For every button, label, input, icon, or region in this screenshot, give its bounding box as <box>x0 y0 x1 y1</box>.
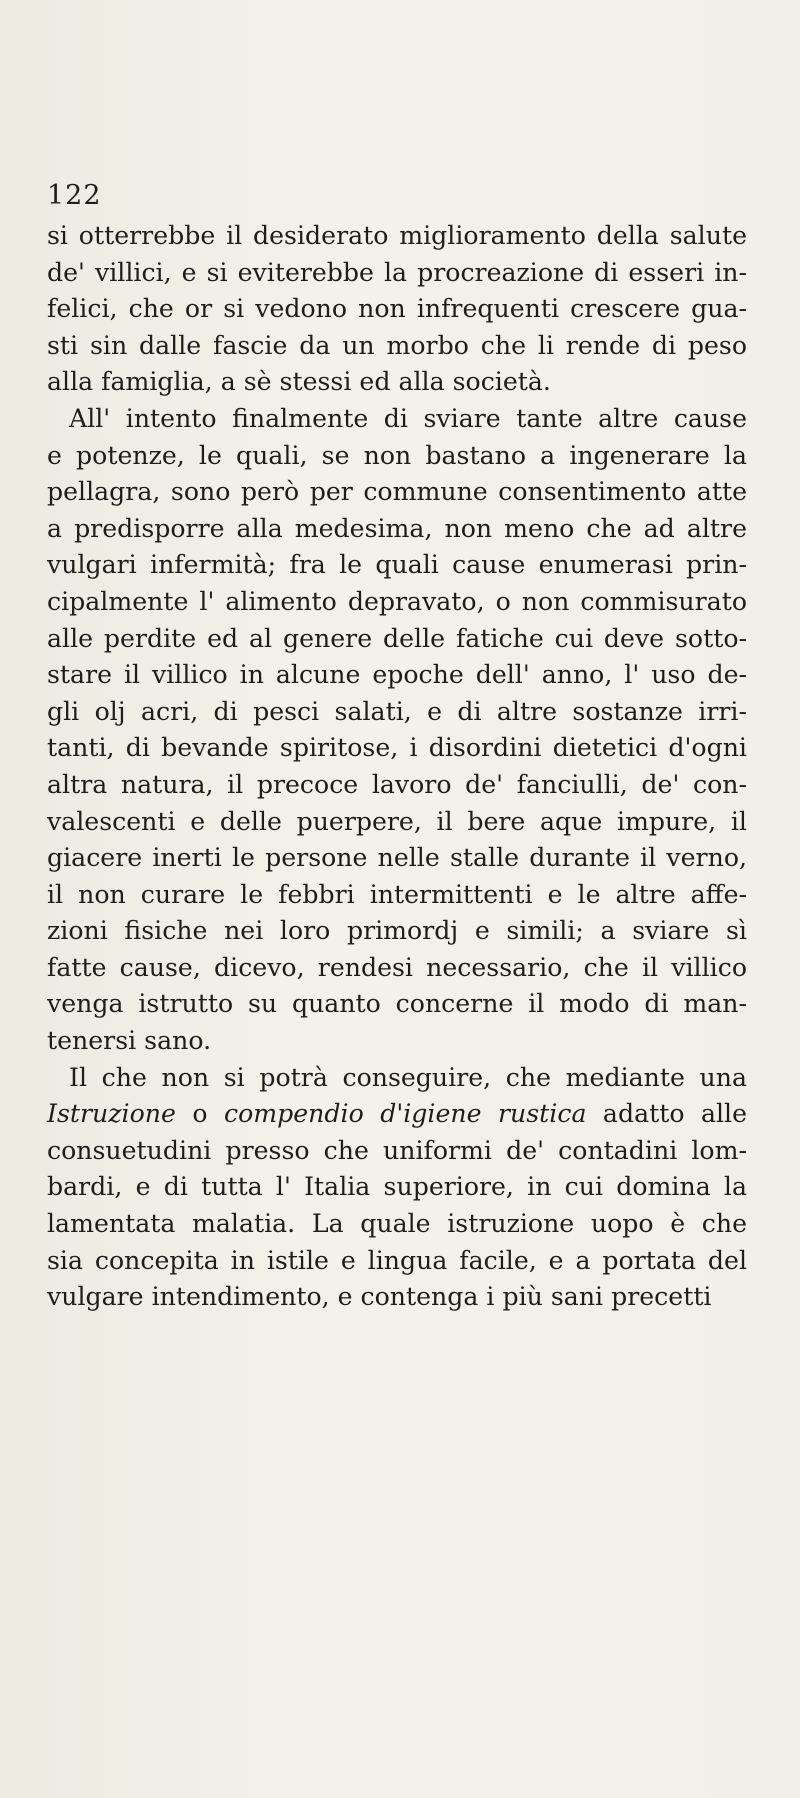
text-line: vulgari infermità; fra le quali cause enumerasi prin- <box>47 550 747 580</box>
line-remainder: adatto alle <box>586 1099 747 1129</box>
text-line: tenersi sano. <box>47 1026 212 1056</box>
text-line: bardi, e di tutta l' Italia superiore, in cui domina la <box>47 1172 747 1202</box>
text-line: e potenze, le quali, se non bastano a ingenerare la <box>47 440 747 470</box>
text-line: vulgare intendimento, e contenga i più sani precetti <box>47 1282 712 1312</box>
paragraph-start-line: Il che non si potrà conseguire, che mediante una <box>69 1062 747 1092</box>
page-number: 122 <box>47 180 102 211</box>
text-line: valescenti e delle puerpere, il bere aque impure, il <box>47 806 747 836</box>
text-line: felici, che or si vedono non infrequenti crescere gua- <box>47 294 747 324</box>
text-line: venga istrutto su quanto concerne il modo di man- <box>47 989 747 1019</box>
italic-title: Istruzione <box>47 1099 176 1129</box>
text-line: altra natura, il precoce lavoro de' fanciulli, de' con- <box>47 769 747 799</box>
text-line: consuetudini presso che uniformi de' contadini lom- <box>47 1135 747 1165</box>
text-line: cipalmente l' alimento depravato, o non commisurato <box>47 586 747 616</box>
text-line: a predisporre alla medesima, non meno che ad altre <box>47 513 747 543</box>
text-line: fatte cause, dicevo, rendesi necessario, che il villico <box>47 952 747 982</box>
title-connector: o <box>175 1099 224 1129</box>
paragraph-start-line: All' intento finalmente di sviare tante altre cause <box>69 403 747 433</box>
text-line: sti sin dalle fascie da un morbo che li rende di peso <box>47 330 747 360</box>
text-line: pellagra, sono però per commune consentimento atte <box>47 477 747 507</box>
italic-subtitle: compendio d'igiene rustica <box>223 1099 587 1129</box>
text-line: sia concepita in istile e lingua facile, e a portata del <box>47 1245 747 1275</box>
body-text <box>47 218 747 1316</box>
text-line: si otterrebbe il desiderato miglioramento della salute <box>47 221 747 250</box>
text-line: giacere inerti le persone nelle stalle durante il verno, <box>47 843 747 873</box>
text-line: gli olj acri, di pesci salati, e di altre sostanze irri- <box>47 696 747 726</box>
text-line: tanti, di bevande spiritose, i disordini dietetici d'ogni <box>47 733 747 763</box>
text-line: stare il villico in alcune epoche dell' anno, l' uso de- <box>47 660 747 690</box>
text-line: lamentata malatia. La quale istruzione uopo è che <box>47 1209 747 1239</box>
text-line: alle perdite ed al genere delle fatiche cui deve sotto- <box>47 623 747 653</box>
text-line: de' villici, e si eviterebbe la procreazione di esseri in- <box>47 257 747 287</box>
text-line: il non curare le febbri intermittenti e le altre affe- <box>47 879 747 909</box>
text-line: alla famiglia, a sè stessi ed alla società. <box>47 367 551 397</box>
text-line: zioni fisiche nei loro primordj e simili; a sviare sì <box>47 916 747 946</box>
text-line-with-title <box>47 1096 747 1133</box>
